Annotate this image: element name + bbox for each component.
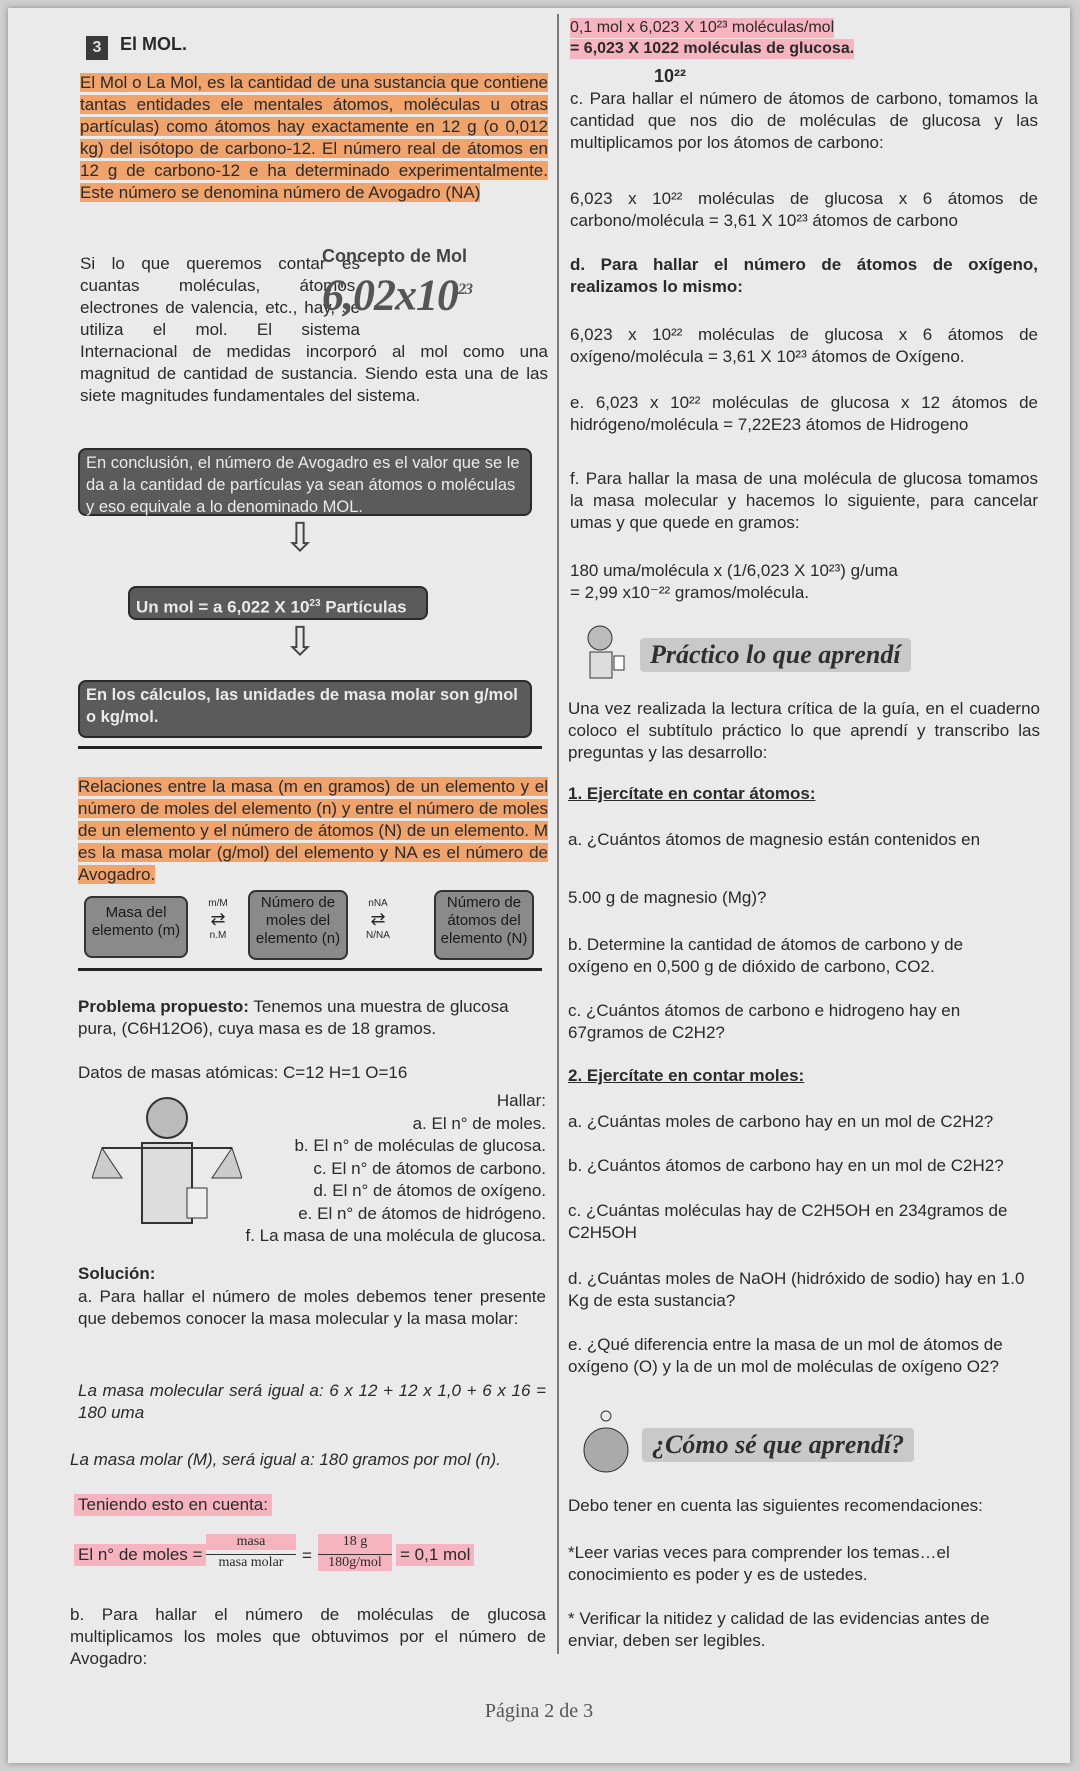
handwritten-annotation: 10²² xyxy=(654,66,687,86)
down-arrow-icon: ⇩ xyxy=(283,516,317,560)
thinking-figure-icon xyxy=(578,1408,634,1478)
solution-b: b. Para hallar el número de moléculas de glucosa multiplicamos los moles que obtuvimos por el número de Avogadro: xyxy=(70,1605,546,1668)
part-f: f. Para hallar la masa de una molécula de glucosa tomamos la masa molecular y hacemos lo siguiente, para cancelar umas y que quede en gramos: xyxy=(570,469,1038,532)
moles-equation xyxy=(74,1534,544,1584)
numerator: 18 g xyxy=(342,1534,368,1549)
divider xyxy=(78,746,542,749)
exercise-2-heading: 2. Ejercítate en contar moles: xyxy=(568,1066,805,1085)
concept-box xyxy=(322,246,502,330)
how-i-learned-heading: ¿Cómo sé que aprendí? xyxy=(642,1428,914,1462)
denominator: masa molar xyxy=(206,1554,296,1571)
student-illustration-icon xyxy=(578,622,628,682)
molar-units-box: En los cálculos, las unidades de masa molar son g/mol o kg/mol. xyxy=(78,680,532,738)
find-heading: Hallar: xyxy=(496,1091,546,1110)
problem-statement: Problema propuesto: Tenemos una muestra de glucosa pura, (C6H12O6), cuya masa es de 18 gramos. xyxy=(78,997,509,1038)
solution-label: Solución: xyxy=(78,1264,156,1283)
exercise-2a: a. ¿Cuántas moles de carbono hay en un mol de C2H2? xyxy=(568,1112,994,1131)
arrow-mass-moles: m/M ⇄ n.M xyxy=(208,898,228,941)
part-c-calc: 6,023 x 10²² moléculas de glucosa x 6 átomos de carbono/molécula = 3,61 X 10²³ átomos de carbono xyxy=(570,189,1038,230)
document-page xyxy=(8,8,1070,1763)
recommendation-2: * Verificar la nitidez y calidad de las evidencias antes de enviar, deben ser legibles. xyxy=(568,1609,990,1650)
moles-box: Número de moles del elemento (n) xyxy=(248,890,348,960)
exercise-1a-cont: 5.00 g de magnesio (Mg)? xyxy=(568,888,767,907)
taking-into-account: Teniendo esto en cuenta: xyxy=(74,1494,272,1516)
solution-a: a. Para hallar el número de moles debemos tener presente que debemos conocer la masa molecular y la masa molar: xyxy=(78,1287,546,1328)
practice-heading: Práctico lo que aprendí xyxy=(640,638,911,672)
avogadro-value: $6,02x10^{23}$ xyxy=(322,270,472,320)
find-item: b. El n° de moléculas de glucosa. xyxy=(294,1136,546,1155)
exercise-1a: a. ¿Cuántos átomos de magnesio están contenidos en xyxy=(568,830,981,849)
one-mol-box: Un mol = a 6,022 X $10^{23}$ Partículas xyxy=(128,586,428,620)
exercise-2d: d. ¿Cuántas moles de NaOH (hidróxido de sodio) hay en 1.0 Kg de esta sustancia? xyxy=(568,1269,1025,1310)
divider xyxy=(78,968,542,971)
part-d-calc: 6,023 x 10²² moléculas de glucosa x 6 átomos de oxígeno/molécula = 3,61 X 10²³ átomos de Oxígeno. xyxy=(570,325,1038,366)
equation-lhs: El n° de moles = xyxy=(74,1544,206,1566)
recommendations-intro: Debo tener en cuenta las siguientes recomendaciones: xyxy=(568,1496,983,1515)
avogadro-calc-2: = 6,023 X 1022 moléculas de glucosa. xyxy=(570,40,855,57)
intro-paragraph: El Mol o La Mol, es la cantidad de una sustancia que contiene tantas entidades ele mentales átomos, moléculas u otras partículas) como átomos hay exactamente en 12 g (o 0,012 kg) del isótopo de carbono-12. El número real de átomos en 12 g de carbono-12 e ha determinado experimentalmente. Este número se denomina número de Avogadro (NA) xyxy=(80,73,548,202)
column-divider xyxy=(557,14,559,1654)
arrow-moles-atoms: nNA ⇄ N/NA xyxy=(366,898,390,941)
equation-result: = 0,1 mol xyxy=(396,1544,474,1566)
conclusion-box: En conclusión, el número de Avogadro es el valor que se le da a la cantidad de partículas ya sean átomos o moléculas y eso equivale a lo denominado MOL. xyxy=(78,448,532,516)
exercise-2c: c. ¿Cuántas moléculas hay de C2H5OH en 234gramos de C2H5OH xyxy=(568,1201,1008,1242)
exercise-1-heading: 1. Ejercítate en contar átomos: xyxy=(568,784,816,803)
part-f-result: = 2,99 x10⁻²² gramos/molécula. xyxy=(570,583,810,602)
mass-box: Masa del elemento (m) xyxy=(84,896,188,958)
exercise-2b: b. ¿Cuántos átomos de carbono hay en un mol de C2H2? xyxy=(568,1156,1004,1175)
find-item: c. El n° de átomos de carbono. xyxy=(313,1158,546,1178)
part-c: c. Para hallar el número de átomos de carbono, tomamos la cantidad que nos dio de moléculas de glucosa y las multiplicamos por los átomos de carbono: xyxy=(570,89,1038,152)
section-title: El MOL. xyxy=(120,34,187,54)
part-e: e. 6,023 x 10²² moléculas de glucosa x 12 átomos de hidrógeno/molécula = 7,22E23 átomos de Hidrogeno xyxy=(570,393,1038,434)
molar-mass: La masa molar (M), será igual a: 180 gramos por mol (n). xyxy=(70,1450,501,1469)
equals-sign: = xyxy=(302,1546,312,1565)
concept-label: Concepto de Mol xyxy=(322,246,467,266)
avogadro-calc-1: 0,1 mol x 6,023 X 10²³ moléculas/mol xyxy=(570,19,835,36)
part-f-calc: 180 uma/molécula x (1/6,023 X 10²³) g/uma xyxy=(570,561,898,580)
section-number: 3 xyxy=(86,36,108,60)
find-item: d. El n° de átomos de oxígeno. xyxy=(313,1181,546,1200)
molecular-mass: La masa molecular será igual a: 6 x 12 + 12 x 1,0 + 6 x 16 = 180 uma xyxy=(78,1381,546,1422)
find-item: f. La masa de una molécula de glucosa. xyxy=(245,1226,546,1245)
page-footer: Página 2 de 3 xyxy=(484,1700,594,1722)
denominator: 180g/mol xyxy=(318,1554,392,1571)
numerator: masa xyxy=(206,1534,296,1550)
scientist-illustration-icon xyxy=(92,1088,242,1238)
find-list xyxy=(240,1090,546,1248)
find-item: a. El n° de moles. xyxy=(412,1113,546,1133)
fraction-2 xyxy=(318,1534,392,1571)
down-arrow-icon: ⇩ xyxy=(283,620,317,664)
find-item: e. El n° de átomos de hidrógeno. xyxy=(298,1203,546,1223)
fraction-1 xyxy=(206,1534,296,1571)
exercise-2e: e. ¿Qué diferencia entre la masa de un mol de átomos de oxígeno (O) y la de un mol de moléculas de oxígeno O2? xyxy=(568,1335,1003,1376)
recommendation-1: *Leer varias veces para comprender los temas…el conocimiento es poder y es de ustedes. xyxy=(568,1543,950,1584)
relations-paragraph: Relaciones entre la masa (m en gramos) de un elemento y el número de moles del elemento (n) y entre el número de moles de un elemento y el número de átomos (N) de un elemento. M es la masa molar (g/mol) del elemento y NA es el número de Avogadro. xyxy=(78,777,548,884)
exercise-1b: b. Determine la cantidad de átomos de carbono y de oxígeno en 0,500 g de dióxido de carbono, CO2. xyxy=(568,935,964,976)
atomic-masses: Datos de masas atómicas: C=12 H=1 O=16 xyxy=(78,1063,408,1082)
atoms-box: Número de átomos del elemento (N) xyxy=(434,890,534,960)
mol-usage-paragraph: Si lo que queremos contar es cuantas moléculas, átomos, electrones de valencia, etc., hay, se utiliza el mol. El sistema Internacional de medidas incorporó al mol como una magnitud de cantidad de sustancia. Siendo esta una de las siete magnitudes fundamentales del sistema. xyxy=(80,254,548,405)
practice-text: Una vez realizada la lectura crítica de la guía, en el cuaderno coloco el subtítulo práctico lo que aprendí y transcribo las preguntas y las desarrollo: xyxy=(568,699,1040,762)
part-d: d. Para hallar el número de átomos de oxígeno, realizamos lo mismo: xyxy=(570,255,1038,296)
exercise-1c: c. ¿Cuántos átomos de carbono e hidrogeno hay en 67gramos de C2H2? xyxy=(568,1001,961,1042)
